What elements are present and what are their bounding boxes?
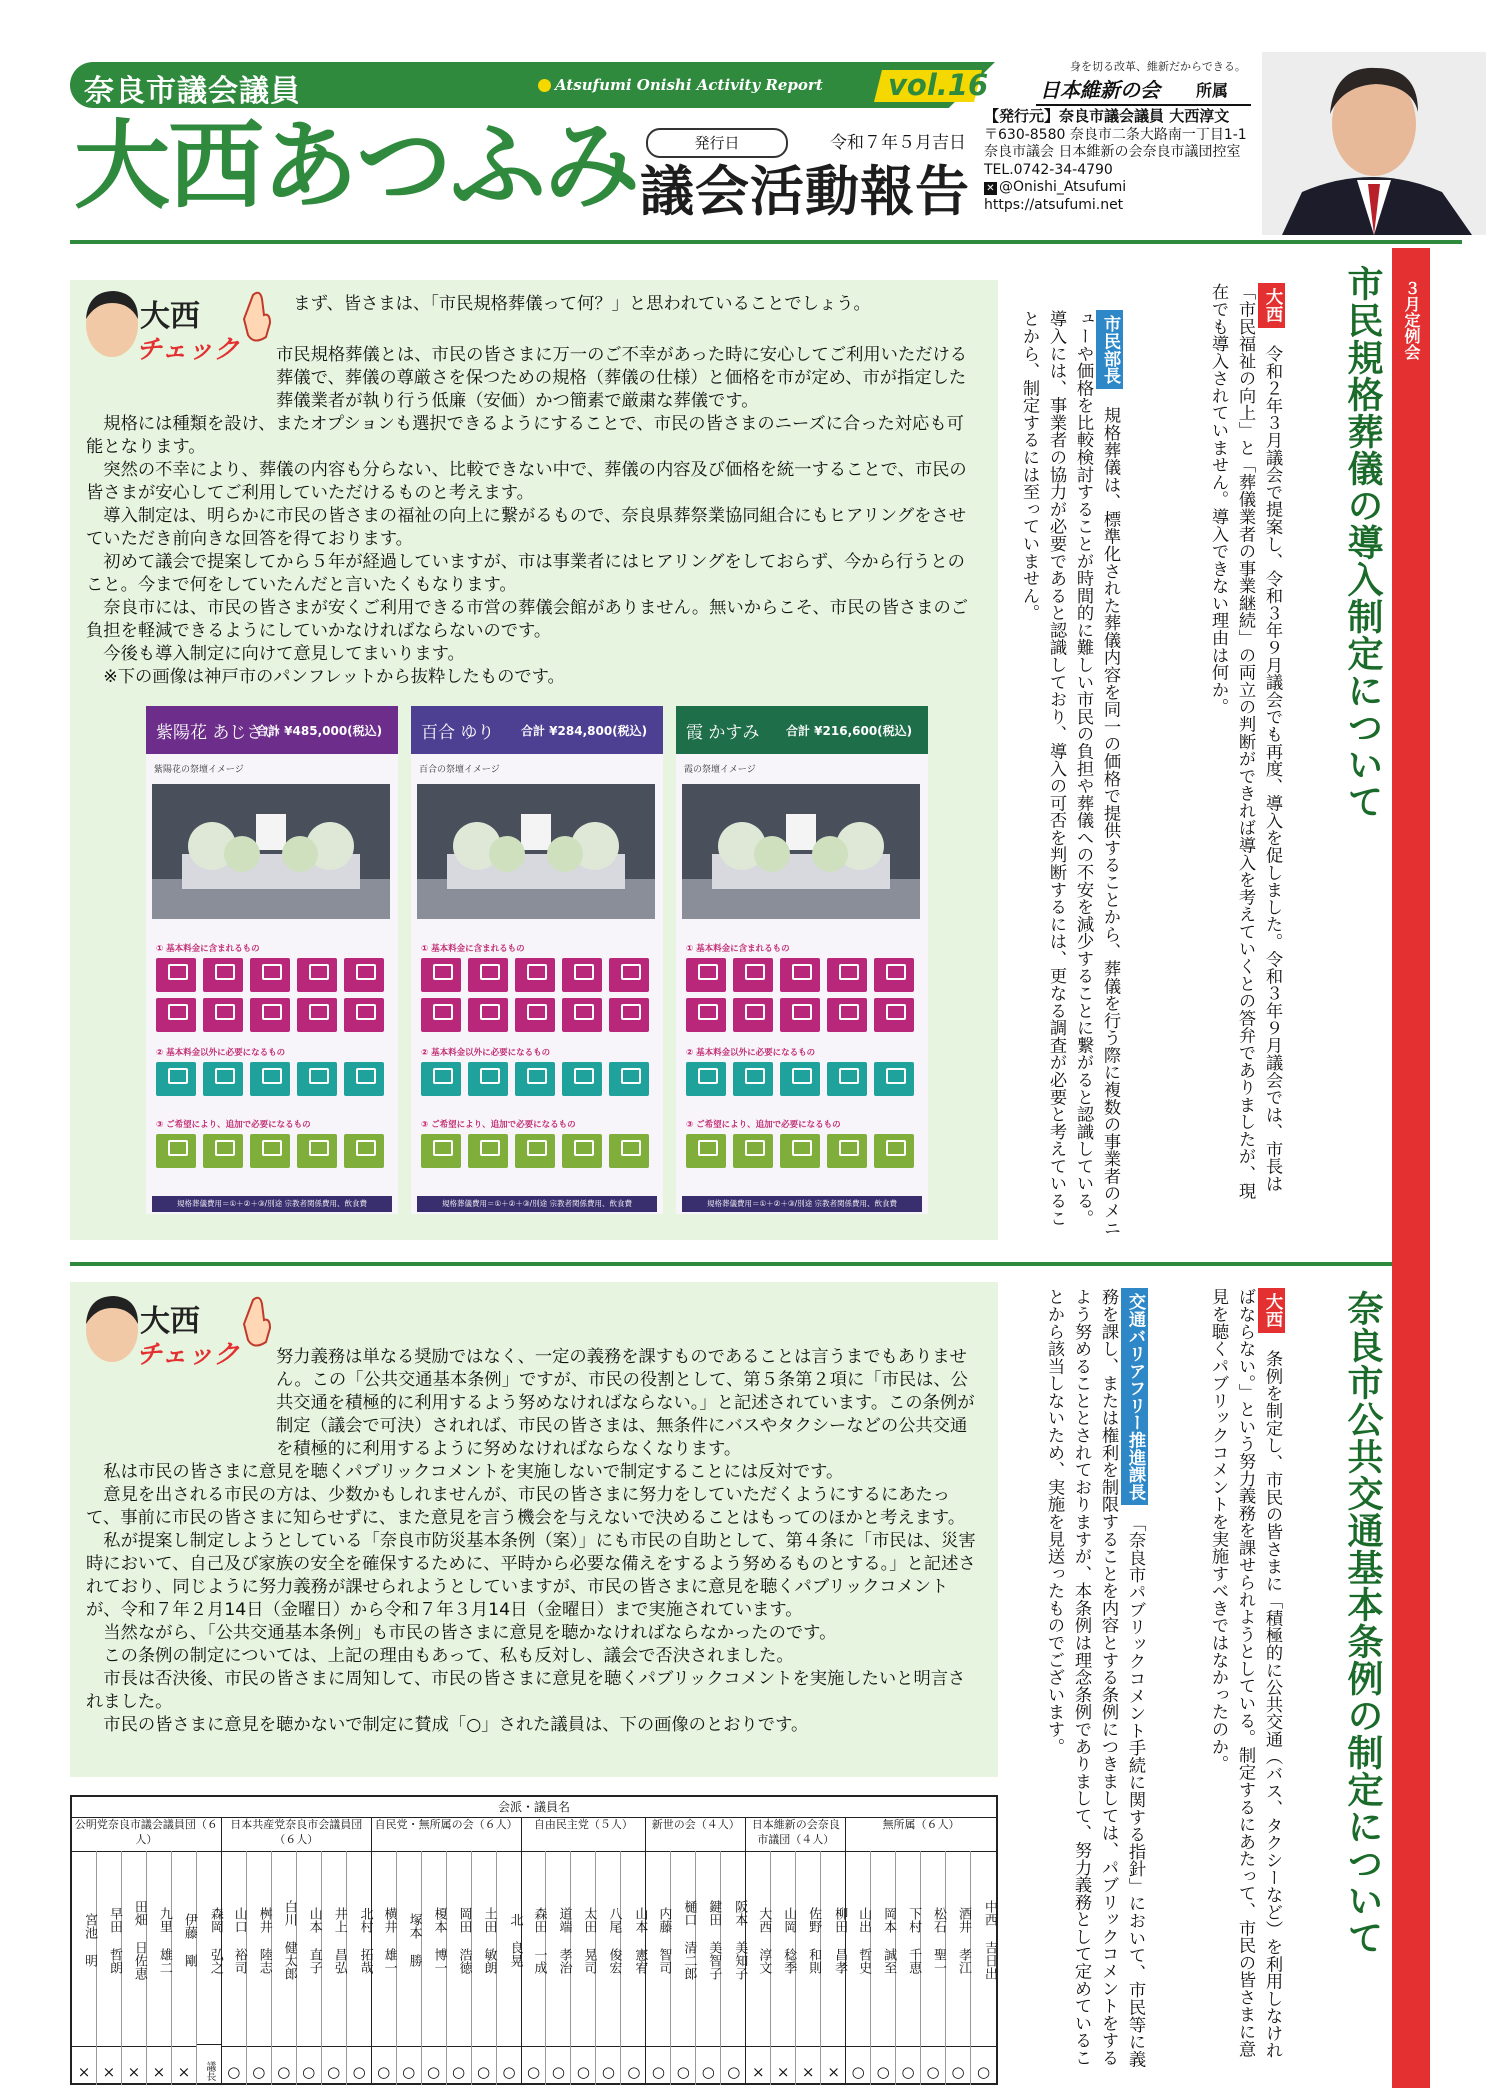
member-vote: ○ bbox=[846, 2046, 870, 2081]
brochure-section-caption: ③ ご希望により、追加で必要になるもの bbox=[686, 1120, 841, 1130]
service-item-icon bbox=[874, 998, 914, 1032]
brochure-item-tiles bbox=[421, 958, 653, 1032]
service-item-icon bbox=[562, 958, 602, 992]
service-item-icon bbox=[297, 958, 337, 992]
member-vote: ○ bbox=[696, 2046, 720, 2081]
member-name: 道端 孝治 bbox=[556, 1906, 572, 1974]
member-vote: ○ bbox=[871, 2046, 895, 2081]
member-name: 森田 一成 bbox=[531, 1906, 547, 1974]
plan-header bbox=[411, 706, 663, 754]
address-line-2: 奈良市議会 日本維新の会奈良市議団控室 bbox=[984, 144, 1241, 160]
section1-paragraph: 規格には種類を設け、またオプションも選択できるようにすることで、市民の皆さまのニーズに合った対応も可能となります。 bbox=[86, 414, 964, 457]
service-item-icon bbox=[686, 958, 726, 992]
section2-answer bbox=[1040, 1288, 1148, 2068]
service-item-icon bbox=[250, 958, 290, 992]
service-item-icon bbox=[780, 1134, 820, 1168]
section2-paragraph: 意見を出される市民の方は、少数かもしれませんが、市民の皆さまに努力をしていただくようにするにあたって、事前に市民の皆さまに知らせずに、また意見を言う機会を与えないで決めることはもってのほかと考えます。 bbox=[86, 1485, 966, 1528]
member-name: 宮池 明 bbox=[81, 1913, 97, 1967]
vote-member bbox=[721, 1851, 746, 2085]
member-name: 九里 雄二 bbox=[156, 1906, 172, 1974]
service-item-icon bbox=[515, 1134, 555, 1168]
service-item-icon bbox=[515, 1062, 555, 1096]
plan-price: 合計 ¥216,600(税込) bbox=[786, 724, 913, 738]
altar-photo bbox=[682, 784, 920, 919]
member-vote: ○ bbox=[397, 2046, 421, 2081]
service-item-icon bbox=[203, 1062, 243, 1096]
member-vote: ○ bbox=[522, 2046, 546, 2081]
member-name: 山出 哲史 bbox=[856, 1906, 872, 1974]
header-title: 議会活動報告 bbox=[640, 160, 970, 223]
brochure-section-caption: ① 基本料金に含まれるもの bbox=[421, 944, 525, 954]
answer-text: 「奈良市パブリックコメント手続に関する指針」において、市民等に義務を課し、または権利を制限することを内容とする条例につきましては、パブリックコメントをするよう努めることとされておりますが、本条例は理念条例でありまして、努力義務として定めていることから該当しないため、実施を見送ったものでございます。 bbox=[1044, 1288, 1145, 2068]
section1-paragraph: 導入制定は、明らかに市民の皆さまの福祉の向上に繋がるもので、奈良県葬祭業協同組合にもヒアリングをさせていただき前向きな回答を得ております。 bbox=[86, 506, 966, 549]
header-divider bbox=[70, 240, 1462, 244]
brochure-section-caption: ② 基本料金以外に必要になるもの bbox=[421, 1048, 551, 1058]
member-vote: ○ bbox=[297, 2046, 321, 2081]
vote-group bbox=[72, 1817, 222, 2085]
service-item-icon bbox=[468, 1062, 508, 1096]
service-item-icon bbox=[515, 958, 555, 992]
portrait-photo bbox=[1262, 52, 1486, 235]
vote-group-name: 日本共産党奈良市会議員団（６人） bbox=[222, 1817, 371, 1852]
service-item-icon bbox=[250, 1062, 290, 1096]
service-item-icon bbox=[733, 1062, 773, 1096]
service-item-icon bbox=[609, 998, 649, 1032]
service-item-icon bbox=[421, 1134, 461, 1168]
check-badge-label: チェック bbox=[136, 335, 240, 365]
section1-question bbox=[1204, 283, 1285, 1213]
member-vote: × bbox=[147, 2046, 171, 2081]
member-vote: ○ bbox=[646, 2046, 670, 2081]
member-vote: ○ bbox=[671, 2046, 695, 2081]
member-name: 横井 雄一 bbox=[381, 1906, 397, 1974]
header-report-en: Atsufumi Onishi Activity Report bbox=[555, 76, 823, 94]
service-item-icon bbox=[203, 998, 243, 1032]
member-name: 佐野 和則 bbox=[806, 1906, 822, 1974]
member-vote: ○ bbox=[222, 2046, 246, 2081]
service-item-icon bbox=[562, 1134, 602, 1168]
vote-member bbox=[322, 1851, 347, 2085]
member-name: 岡本 誠至 bbox=[881, 1906, 897, 1974]
plan-name: 霞 かすみ bbox=[686, 723, 760, 743]
party-slogan: 身を切る改革、維新だからできる。 bbox=[1070, 60, 1246, 73]
brochure-item-tiles bbox=[686, 958, 918, 1032]
service-item-icon bbox=[874, 1134, 914, 1168]
plan-image-caption: 霞の祭壇イメージ bbox=[684, 765, 756, 775]
vote-member bbox=[397, 1851, 422, 2085]
member-name: 榎本 博一 bbox=[431, 1906, 447, 1974]
member-vote: × bbox=[771, 2046, 795, 2081]
vote-member bbox=[97, 1851, 122, 2085]
vote-member bbox=[522, 1851, 547, 2085]
service-item-icon bbox=[203, 958, 243, 992]
vote-member bbox=[447, 1851, 472, 2085]
vote-group-name: 新世の会（４人） bbox=[646, 1817, 745, 1852]
vote-member bbox=[222, 1851, 247, 2085]
member-name: 北村 拓哉 bbox=[357, 1906, 373, 1974]
publisher-name: 奈良市議会議員 大西淳文 bbox=[1059, 107, 1230, 125]
vote-member bbox=[147, 1851, 172, 2085]
vote-group-name: 自民党・無所属の会（６人） bbox=[372, 1817, 521, 1852]
question-text: 令和２年３月議会で提案し、令和３年９月議会でも再度、導入を促しました。令和３年９月議会では、市長は「市民福祉の向上」と「葬儀業者の事業継続」の両立の判断ができれば導入を考えていくとの答弁でありましたが、現在でも導入されていません。導入できない理由は何か。 bbox=[1208, 283, 1282, 1200]
member-vote: ○ bbox=[472, 2046, 496, 2081]
member-vote: ○ bbox=[372, 2046, 396, 2081]
vote-group-name: 無所属（６人） bbox=[846, 1817, 996, 1852]
service-item-icon bbox=[421, 998, 461, 1032]
vote-member bbox=[72, 1851, 97, 2085]
service-item-icon bbox=[421, 958, 461, 992]
section1-paragraph: 初めて議会で提案してから５年が経過していますが、市は事業者にはヒアリングをしておらず、今から行うとのこと。今まで何をしていたんだと言いたくもなります。 bbox=[86, 552, 965, 595]
vote-member bbox=[671, 1851, 696, 2085]
service-item-icon bbox=[468, 998, 508, 1032]
section2-paragraph: 市長は否決後、市民の皆さまに周知して、市民の皆さまに意見を聴くパブリックコメントを実施したいと明言されました。 bbox=[86, 1669, 966, 1712]
brochure-footer: 規格葬儀費用＝①＋②＋③/別途 宗教者関係費用、飲食費 bbox=[682, 1196, 922, 1212]
vote-member bbox=[821, 1851, 846, 2085]
member-name: 土田 敏朗 bbox=[481, 1906, 497, 1974]
section2-paragraph: 当然ながら、「公共交通基本条例」も市民の皆さまに意見を聴かなければならなかったのです。 bbox=[103, 1623, 837, 1643]
vote-member bbox=[272, 1851, 297, 2085]
member-name: 岡田 浩徳 bbox=[456, 1906, 472, 1974]
service-item-icon bbox=[609, 958, 649, 992]
member-name: 中西 吉日出 bbox=[981, 1900, 997, 1980]
vote-member bbox=[172, 1851, 197, 2085]
brochure-section-caption: ② 基本料金以外に必要になるもの bbox=[156, 1048, 286, 1058]
vote-group-name: 自由民主党（５人） bbox=[522, 1817, 646, 1852]
section1-paragraph: 市民規格葬儀とは、市民の皆さまに万一のご不幸があった時に安心してご利用いただける葬儀で、葬儀の尊厳さを保つための規格（葬儀の仕様）と価格を市が定め、市が指定した葬儀業者が執り行う低廉（安価）かつ簡素で厳粛な葬儀です。 bbox=[276, 345, 968, 411]
member-vote: ○ bbox=[946, 2046, 970, 2081]
section2-paragraph: 努力義務は単なる奨励ではなく、一定の義務を課すものであることは言うまでもありません。この「公共交通基本条例」ですが、市民の役割として、第５条第２項に「市民は、公共交通を積極的に利用するよう努めなければならない。」と記述されています。この条例が制定（議会で可決）されれば、市民の皆さまは、無条件にバスやタクシーなどの公共交通を積極的に利用するように努めなければならなくなります。 bbox=[276, 1347, 975, 1459]
member-vote: ○ bbox=[497, 2046, 522, 2081]
service-item-icon bbox=[156, 998, 196, 1032]
member-vote: ○ bbox=[422, 2046, 446, 2081]
section2-paragraph: 私は市民の皆さまに意見を聴くパブリックコメントを実施しないで制定することには反対です。 bbox=[103, 1462, 844, 1482]
x-account[interactable] bbox=[984, 179, 1247, 197]
service-item-icon bbox=[780, 1062, 820, 1096]
member-vote: ○ bbox=[971, 2046, 996, 2081]
vote-member bbox=[122, 1851, 147, 2085]
brochure-footer: 規格葬儀費用＝①＋②＋③/別途 宗教者関係費用、飲食費 bbox=[417, 1196, 657, 1212]
x-logo-icon: ✕ bbox=[984, 182, 997, 195]
vote-member bbox=[796, 1851, 821, 2085]
service-item-icon bbox=[297, 998, 337, 1032]
address-line-1: 〒630-8580 奈良市二条大路南一丁目1-1 bbox=[984, 126, 1247, 143]
member-name: 八尾 俊宏 bbox=[606, 1906, 622, 1974]
vote-member bbox=[372, 1851, 397, 2085]
answer-tag: 交通バリアフリー推進課長 bbox=[1121, 1288, 1148, 1505]
check-badge-label: チェック bbox=[136, 1340, 240, 1370]
service-item-icon bbox=[686, 998, 726, 1032]
member-name: 山本 憲宥 bbox=[632, 1906, 648, 1974]
vote-member bbox=[247, 1851, 272, 2085]
member-name: 内藤 智司 bbox=[656, 1906, 672, 1974]
member-name: 太田 晃司 bbox=[581, 1906, 597, 1974]
member-vote: ○ bbox=[272, 2046, 296, 2081]
service-item-icon bbox=[515, 998, 555, 1032]
brochure-section-caption: ③ ご希望により、追加で必要になるもの bbox=[421, 1120, 576, 1130]
service-item-icon bbox=[686, 1062, 726, 1096]
service-item-icon bbox=[733, 998, 773, 1032]
service-item-icon bbox=[733, 1134, 773, 1168]
section2-paragraph: 市民の皆さまに意見を聴かないで制定に賛成「○」された議員は、下の画像のとおりです。 bbox=[103, 1715, 809, 1735]
service-item-icon bbox=[421, 1062, 461, 1096]
vote-group bbox=[646, 1817, 746, 2085]
member-name: 山岡 稔季 bbox=[781, 1906, 797, 1974]
vote-group-name: 公明党奈良市議会議員団（６人） bbox=[72, 1817, 221, 1852]
service-item-icon bbox=[827, 1134, 867, 1168]
question-text: 条例を制定し、市民の皆さまに「積極的に公共交通（バス、タクシーなど）を利用しなければならない。」という努力義務を課せられようとしている。制定するにあたって、市民の皆さまに意見を聴くパブリックコメントを実施すべきではなかったのか。 bbox=[1208, 1288, 1282, 2059]
check-badge-name: 大西 bbox=[140, 1304, 200, 1339]
member-vote: × bbox=[172, 2046, 196, 2081]
brochure-section-caption: ③ ご希望により、追加で必要になるもの bbox=[156, 1120, 311, 1130]
answer-text: 規格葬儀は、標準化された葬儀内容を同一の価格で提供することから、葬儀を行う際に複数の事業者のメニューや価格を比較検討することが時間的に難しい市民の負担や葬儀への不安を減少することに繋がると認識している。導入には、事業者の協力が必要であると認識しており、導入の可否を判断するには、更なる調査が必要と考えていることから、制定するには至っていません。 bbox=[1019, 310, 1120, 1237]
brochure-item-tiles bbox=[686, 1134, 918, 1168]
service-item-icon bbox=[344, 958, 384, 992]
member-name: 井上 昌弘 bbox=[331, 1906, 347, 1974]
section1-paragraph: ※下の画像は神戸市のパンフレットから抜粋したものです。 bbox=[103, 667, 565, 687]
member-name: 北 良晃 bbox=[507, 1913, 523, 1967]
issue-date-label: 発行日 bbox=[646, 128, 788, 158]
service-item-icon bbox=[780, 958, 820, 992]
section2-paragraph: 私が提案し制定しようとしている「奈良市防災基本条例（案）」にも市民の自助として、第４条に「市民は、災害時において、自己及び家族の安全を確保するために、平時から必要な備えをするよう努めるものとする。」と記述されており、同じように努力義務が課せられようとしていますが、市民の皆さまに意見を聴くパブリックコメントが、令和７年２月14日（金曜日）から令和７年３月14日（金曜日）まで実施されています。 bbox=[86, 1531, 976, 1620]
member-name: 桝井 陸志 bbox=[256, 1906, 272, 1974]
member-vote: ○ bbox=[247, 2046, 271, 2081]
service-item-icon bbox=[780, 998, 820, 1032]
service-item-icon bbox=[609, 1134, 649, 1168]
member-name: 鍵田 美智子 bbox=[706, 1900, 722, 1980]
phone: TEL.0742-34-4790 bbox=[984, 161, 1113, 178]
plan-image-caption: 百合の祭壇イメージ bbox=[419, 765, 500, 775]
service-item-icon bbox=[156, 1062, 196, 1096]
plan-price: 合計 ¥284,800(税込) bbox=[521, 724, 648, 738]
service-item-icon bbox=[874, 958, 914, 992]
party-affiliation: 所属 bbox=[1196, 81, 1229, 100]
side-band bbox=[1392, 248, 1430, 2088]
answer-tag: 市民部長 bbox=[1096, 310, 1123, 389]
service-item-icon bbox=[609, 1062, 649, 1096]
publisher-info bbox=[984, 108, 1247, 214]
member-vote: ○ bbox=[896, 2046, 920, 2081]
member-vote: × bbox=[97, 2046, 121, 2081]
plan-price: 合計 ¥485,000(税込) bbox=[256, 724, 383, 738]
section1-paragraph: 今後も導入制定に向けて意見してまいります。 bbox=[103, 644, 465, 664]
vote-group bbox=[846, 1817, 996, 2085]
member-name: 樋口 清二郎 bbox=[681, 1900, 697, 1980]
question-tag: 大西 bbox=[1258, 1288, 1285, 1333]
plan-name: 紫陽花 あじさい bbox=[156, 723, 281, 743]
service-item-icon bbox=[827, 1062, 867, 1096]
section2-title: 奈良市公共交通基本条例の制定について bbox=[1342, 1290, 1383, 1956]
brochure-plan-card bbox=[676, 706, 928, 1214]
service-item-icon bbox=[468, 958, 508, 992]
service-item-icon bbox=[874, 1062, 914, 1096]
service-item-icon bbox=[156, 958, 196, 992]
brochure-plan-card bbox=[411, 706, 663, 1214]
vote-table bbox=[70, 1795, 998, 2085]
member-name: 柳田 昌孝 bbox=[832, 1906, 848, 1974]
issue-date: 令和７年５月吉日 bbox=[830, 133, 966, 153]
brochure-item-tiles bbox=[156, 958, 388, 1032]
altar-photo bbox=[417, 784, 655, 919]
service-item-icon bbox=[562, 1062, 602, 1096]
vote-member bbox=[921, 1851, 946, 2085]
member-name: 阪本 美知子 bbox=[732, 1900, 748, 1980]
member-name: 白川 健太郎 bbox=[281, 1900, 297, 1980]
member-vote: ○ bbox=[721, 2046, 746, 2081]
section1-paragraph: 突然の不幸により、葬儀の内容も分らない、比較できない中で、葬儀の内容及び価格を統一することで、市民の皆さまが安心してご利用していただけるものと考えます。 bbox=[86, 460, 967, 503]
plan-header bbox=[146, 706, 398, 754]
member-vote: ○ bbox=[621, 2046, 646, 2081]
service-item-icon bbox=[468, 1134, 508, 1168]
question-tag: 大西 bbox=[1258, 283, 1285, 328]
funeral-brochure-image bbox=[146, 706, 926, 1214]
service-item-icon bbox=[156, 1134, 196, 1168]
member-vote: × bbox=[72, 2046, 96, 2081]
service-item-icon bbox=[297, 1062, 337, 1096]
member-vote: ○ bbox=[546, 2046, 570, 2081]
section1-answer bbox=[1015, 310, 1123, 1240]
x-handle: @Onishi_Atsufumi bbox=[999, 179, 1127, 195]
member-vote: 議長 bbox=[197, 2044, 222, 2081]
website-link[interactable]: https://atsufumi.net bbox=[984, 196, 1124, 213]
header-role: 奈良市議会議員 bbox=[84, 74, 301, 109]
vote-member bbox=[621, 1851, 646, 2085]
member-name: 松石 聖一 bbox=[931, 1906, 947, 1974]
publisher-label: 【発行元】 bbox=[984, 107, 1060, 125]
vote-member bbox=[896, 1851, 921, 2085]
vote-member bbox=[746, 1851, 771, 2085]
vote-member bbox=[571, 1851, 596, 2085]
service-item-icon bbox=[827, 998, 867, 1032]
brochure-plan-card bbox=[146, 706, 398, 1214]
section1-body bbox=[86, 344, 981, 689]
vote-group-name: 日本維新の会奈良市議団（４人） bbox=[746, 1817, 845, 1852]
section2-body bbox=[86, 1346, 981, 1737]
vote-member bbox=[971, 1851, 996, 2085]
vote-group bbox=[222, 1817, 372, 2085]
section1-paragraph: まず、皆さまは、「市民規格葬儀って何？」と思われていることでしょう。 bbox=[293, 294, 871, 314]
header-name: 大西あつふみ bbox=[74, 110, 638, 222]
service-item-icon bbox=[827, 958, 867, 992]
vote-table-header: 会派・議員名 bbox=[72, 1797, 996, 1818]
member-vote: ○ bbox=[322, 2046, 346, 2081]
vote-member bbox=[197, 1851, 222, 2085]
vote-member bbox=[871, 1851, 896, 2085]
service-item-icon bbox=[250, 998, 290, 1032]
service-item-icon bbox=[733, 958, 773, 992]
member-name: 早田 哲朗 bbox=[106, 1906, 122, 1974]
plan-image-caption: 紫陽花の祭壇イメージ bbox=[154, 765, 244, 775]
service-item-icon bbox=[686, 1134, 726, 1168]
section2-question bbox=[1204, 1288, 1285, 2068]
brochure-item-tiles bbox=[421, 1134, 653, 1168]
check-badge-name: 大西 bbox=[140, 299, 200, 334]
vote-member bbox=[646, 1851, 671, 2085]
member-name: 酒井 孝江 bbox=[956, 1906, 972, 1974]
service-item-icon bbox=[344, 1062, 384, 1096]
party-logo: 日本維新の会 bbox=[1040, 78, 1160, 102]
member-vote: ○ bbox=[347, 2046, 372, 2081]
service-item-icon bbox=[203, 1134, 243, 1168]
member-name: 塚本 勝 bbox=[406, 1913, 422, 1967]
vote-member bbox=[347, 1851, 372, 2085]
member-name: 山本 直子 bbox=[306, 1906, 322, 1974]
service-item-icon bbox=[250, 1134, 290, 1168]
vote-member bbox=[497, 1851, 522, 2085]
member-vote: × bbox=[821, 2046, 846, 2081]
member-name: 大西 淳文 bbox=[756, 1906, 772, 1974]
vote-group bbox=[746, 1817, 846, 2085]
brochure-section-caption: ① 基本料金に含まれるもの bbox=[686, 944, 790, 954]
vote-group bbox=[372, 1817, 522, 2085]
vote-member bbox=[422, 1851, 447, 2085]
vote-member bbox=[472, 1851, 497, 2085]
section1-paragraph: 奈良市には、市民の皆さまが安くご利用できる市営の葬儀会館がありません。無いからこそ、市民の皆さまのご負担を軽減できるようにしていかなければならないのです。 bbox=[86, 598, 969, 641]
brochure-item-tiles bbox=[421, 1062, 653, 1096]
vol-number: vol.16 bbox=[888, 68, 989, 102]
member-name: 森岡 弘之 bbox=[207, 1906, 223, 1974]
section1-intro bbox=[276, 293, 981, 316]
vote-member bbox=[546, 1851, 571, 2085]
section2-paragraph: この条例の制定については、上記の理由もあって、私も反対し、議会で否決されました。 bbox=[103, 1646, 794, 1666]
altar-photo bbox=[152, 784, 390, 919]
vote-member bbox=[771, 1851, 796, 2085]
vote-member bbox=[846, 1851, 871, 2085]
member-vote: ○ bbox=[596, 2046, 620, 2081]
plan-header bbox=[676, 706, 928, 754]
member-vote: × bbox=[746, 2046, 770, 2081]
vote-member bbox=[946, 1851, 971, 2085]
vote-group bbox=[522, 1817, 647, 2085]
member-name: 伊藤 剛 bbox=[181, 1913, 197, 1967]
member-vote: ○ bbox=[447, 2046, 471, 2081]
plan-name: 百合 ゆり bbox=[421, 723, 495, 743]
section1-title: 市民規格葬儀の導入制定について bbox=[1342, 265, 1383, 820]
bullet-dot-icon bbox=[538, 79, 551, 92]
party-underline bbox=[1036, 104, 1251, 106]
vote-member bbox=[696, 1851, 721, 2085]
brochure-footer: 規格葬儀費用＝①＋②＋③/別途 宗教者関係費用、飲食費 bbox=[152, 1196, 392, 1212]
member-vote: × bbox=[796, 2046, 820, 2081]
brochure-item-tiles bbox=[156, 1062, 388, 1096]
member-vote: × bbox=[122, 2046, 146, 2081]
brochure-section-caption: ② 基本料金以外に必要になるもの bbox=[686, 1048, 816, 1058]
section-divider bbox=[70, 1262, 1392, 1266]
member-vote: ○ bbox=[571, 2046, 595, 2081]
member-vote: ○ bbox=[921, 2046, 945, 2081]
side-label: ３月定例会 bbox=[1402, 280, 1421, 360]
service-item-icon bbox=[562, 998, 602, 1032]
service-item-icon bbox=[344, 998, 384, 1032]
brochure-item-tiles bbox=[156, 1134, 388, 1168]
member-name: 山口 裕司 bbox=[231, 1906, 247, 1974]
member-name: 下村 千恵 bbox=[906, 1906, 922, 1974]
brochure-item-tiles bbox=[686, 1062, 918, 1096]
service-item-icon bbox=[344, 1134, 384, 1168]
vote-member bbox=[297, 1851, 322, 2085]
vote-member bbox=[596, 1851, 621, 2085]
member-name: 田畑 日佐恵 bbox=[131, 1900, 147, 1980]
service-item-icon bbox=[297, 1134, 337, 1168]
brochure-section-caption: ① 基本料金に含まれるもの bbox=[156, 944, 260, 954]
